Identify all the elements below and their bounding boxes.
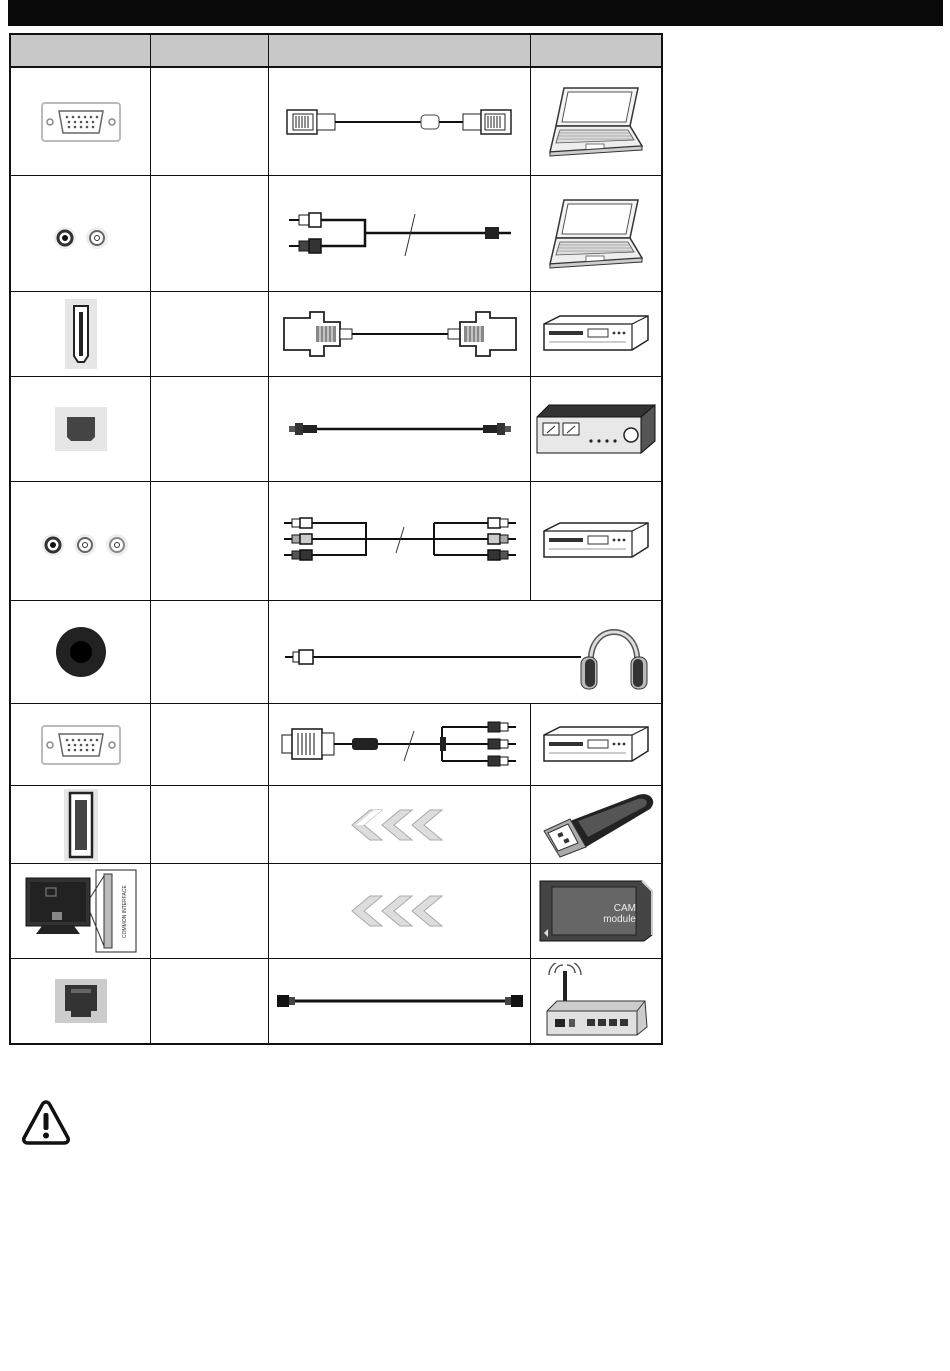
av-rca-cable-icon <box>269 482 530 600</box>
insert-arrows-icon <box>269 864 530 958</box>
cam-label: CAM <box>613 903 636 914</box>
table-row <box>11 176 661 291</box>
table-row <box>11 69 661 175</box>
av-rca-jacks-icon <box>11 482 150 600</box>
optical-cable-icon <box>269 377 530 481</box>
router-icon <box>531 959 661 1043</box>
vga-port-icon <box>11 704 150 785</box>
header-type <box>151 35 268 66</box>
table-row <box>11 786 661 863</box>
table-row <box>11 704 661 785</box>
ci-slot-icon <box>11 864 150 958</box>
cam-sublabel: module <box>603 914 636 925</box>
ethernet-port-icon <box>11 959 150 1043</box>
component-adapter-cable-icon <box>269 704 530 785</box>
laptop-icon <box>531 176 661 291</box>
header-connector <box>11 35 150 66</box>
table-row <box>11 959 661 1043</box>
table-header-row <box>11 35 661 68</box>
row-label <box>151 292 268 376</box>
header-cables <box>269 35 530 66</box>
vga-cable-icon <box>269 69 530 175</box>
row-label <box>151 482 268 600</box>
headphones-icon <box>581 632 647 689</box>
header-device <box>531 35 661 66</box>
row-label <box>151 176 268 291</box>
row-label <box>151 864 268 958</box>
usb-port-icon <box>11 786 150 863</box>
row-label <box>151 786 268 863</box>
optical-spdif-port-icon <box>11 377 150 481</box>
table-row <box>11 864 661 958</box>
row-label <box>151 69 268 175</box>
audio-amplifier-icon <box>531 377 661 481</box>
headphone-cable-icon <box>269 601 661 703</box>
table-row <box>11 601 661 703</box>
dvd-player-icon <box>531 482 661 600</box>
title-bar <box>8 0 943 26</box>
row-label <box>151 704 268 785</box>
row-label <box>151 377 268 481</box>
cam-module-icon <box>531 864 661 958</box>
dvd-player-icon <box>531 292 661 376</box>
dvd-player-icon <box>531 704 661 785</box>
rca-to-minijack-cable-icon <box>269 176 530 291</box>
hdmi-port-icon <box>11 292 150 376</box>
connection-table <box>9 33 663 1045</box>
table-row <box>11 482 661 600</box>
hdmi-cable-icon <box>269 292 530 376</box>
ethernet-cable-icon <box>269 959 530 1043</box>
insert-arrows-icon <box>269 786 530 863</box>
headphone-jack-icon <box>11 601 150 703</box>
ci-slot-label: COMMON INTERFACE <box>121 885 128 938</box>
table-row <box>11 292 661 376</box>
vga-port-icon <box>11 69 150 175</box>
pc-audio-jacks-icon <box>11 176 150 291</box>
row-label <box>151 959 268 1043</box>
table-row <box>11 377 661 481</box>
row-label <box>151 601 268 703</box>
warning-icon <box>20 1098 72 1146</box>
usb-stick-icon <box>531 786 661 863</box>
laptop-icon <box>531 69 661 175</box>
